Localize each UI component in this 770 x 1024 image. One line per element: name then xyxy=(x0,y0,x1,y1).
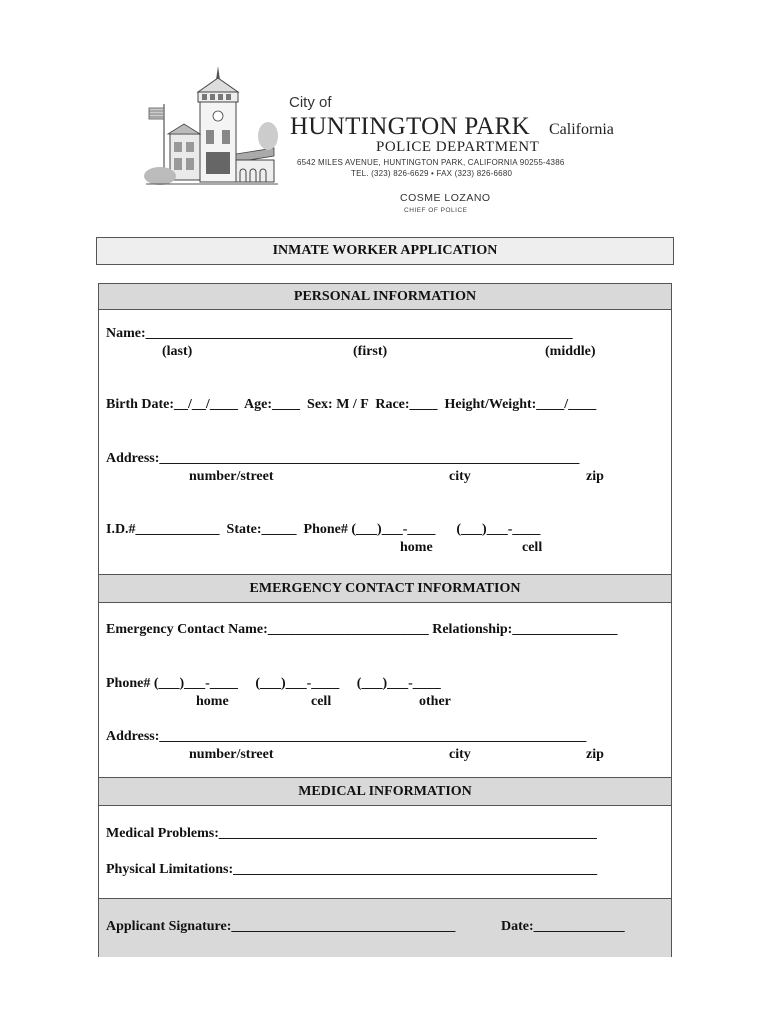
emergency-phone-sublabel-other: other xyxy=(419,694,451,709)
emergency-address-field[interactable]: Address:_____________________________________________________________ xyxy=(106,729,587,744)
form-title: INMATE WORKER APPLICATION xyxy=(96,237,674,265)
medical-info-header: MEDICAL INFORMATION xyxy=(99,777,671,806)
letterhead-city-of: City of xyxy=(289,94,332,111)
application-form xyxy=(98,283,672,957)
emergency-phone-sublabel-cell: cell xyxy=(311,694,332,709)
letterhead-chief-title: CHIEF OF POLICE xyxy=(404,207,468,214)
name-field[interactable]: Name:_____________________________________________________________ xyxy=(106,326,573,341)
signature-date-field[interactable]: Date:_____________ xyxy=(501,919,625,934)
emergency-phone-sublabel-home: home xyxy=(196,694,229,709)
name-sublabel-middle: (middle) xyxy=(545,344,596,359)
letterhead-city-name: HUNTINGTON PARK xyxy=(290,113,530,140)
city-hall-logo xyxy=(140,64,280,190)
address-sublabel-city: city xyxy=(449,469,471,484)
letterhead-address: 6542 MILES AVENUE, HUNTINGTON PARK, CALIFORNIA 90255-4386 xyxy=(297,158,565,167)
signature-section xyxy=(99,898,671,957)
emergency-address-sublabel-zip: zip xyxy=(586,747,604,762)
letterhead-phone-fax: TEL. (323) 826-6629 • FAX (323) 826-6680 xyxy=(351,169,513,178)
emergency-address-sublabel-city: city xyxy=(449,747,471,762)
emergency-address-sublabel-street: number/street xyxy=(189,747,274,762)
birth-age-sex-race-field[interactable]: Birth Date:__/__/____ Age:____ Sex: M / F Race:____ Height/Weight:____/____ xyxy=(106,397,597,412)
letterhead-state: California xyxy=(549,121,614,138)
personal-info-header: PERSONAL INFORMATION xyxy=(99,283,671,310)
letterhead xyxy=(0,0,770,230)
applicant-signature-field[interactable]: Applicant Signature:________________________________ xyxy=(106,919,456,934)
emergency-contact-header: EMERGENCY CONTACT INFORMATION xyxy=(99,574,671,603)
letterhead-department: POLICE DEPARTMENT xyxy=(376,139,540,155)
address-field[interactable]: Address:____________________________________________________________ xyxy=(106,451,580,466)
phone-sublabel-home: home xyxy=(400,540,433,555)
name-sublabel-last: (last) xyxy=(162,344,193,359)
letterhead-chief-name: COSME LOZANO xyxy=(400,192,491,204)
physical-limitations-field[interactable]: Physical Limitations:____________________________________________________ xyxy=(106,862,598,877)
emergency-phone-field[interactable]: Phone# (___)___-____ (___)___-____ (___)___-____ xyxy=(106,676,441,691)
id-state-phone-field[interactable]: I.D.#____________ State:_____ Phone# (___)___-____ (___)___-____ xyxy=(106,522,541,537)
address-sublabel-zip: zip xyxy=(586,469,604,484)
phone-sublabel-cell: cell xyxy=(522,540,543,555)
name-sublabel-first: (first) xyxy=(353,344,388,359)
address-sublabel-street: number/street xyxy=(189,469,274,484)
medical-problems-field[interactable]: Medical Problems:______________________________________________________ xyxy=(106,826,597,841)
emergency-contact-field[interactable]: Emergency Contact Name:_______________________ Relationship:_______________ xyxy=(106,622,618,637)
